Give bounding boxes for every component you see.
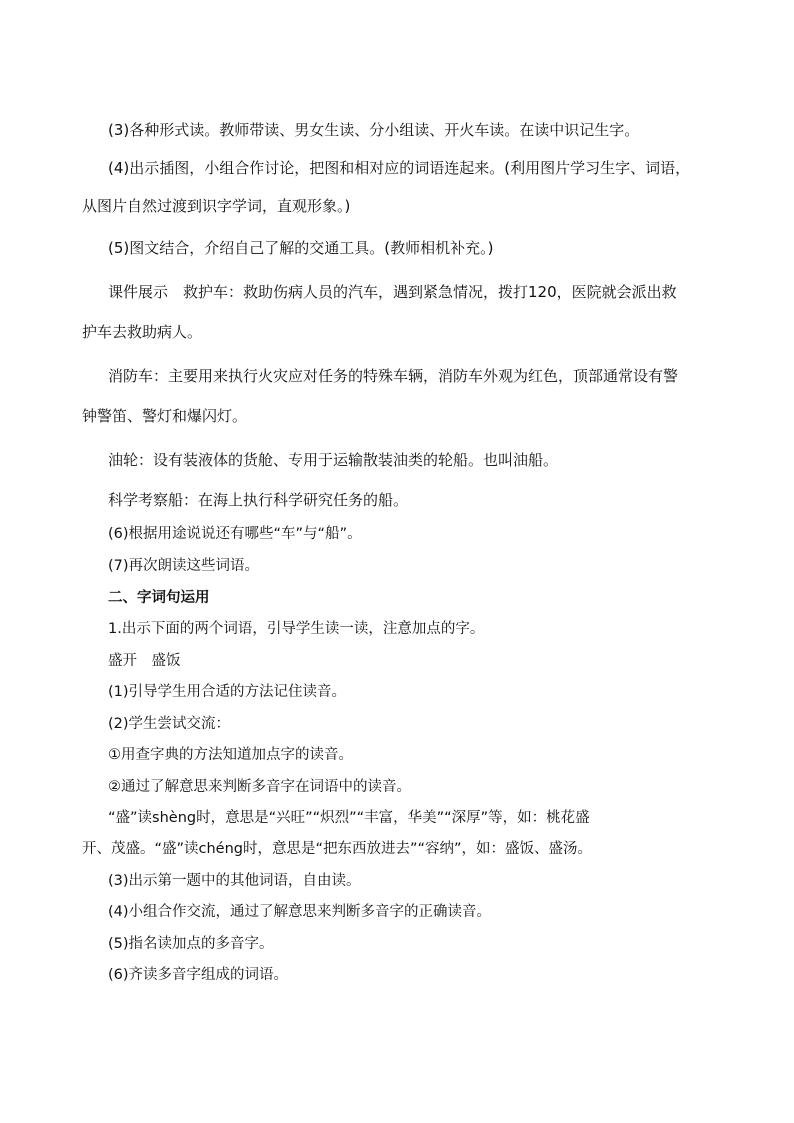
method-2-text: ②通过了解意思来判断多音字在词语中的读音。 bbox=[108, 779, 411, 795]
method-1-text: ①用查字典的方法知道加点字的读音。 bbox=[108, 747, 353, 763]
sub-step-2-text: (2)学生尝试交流： bbox=[108, 716, 231, 732]
fire-truck-line1: 消防车：主要用来执行火灾应对任务的特殊车辆，消防车外观为红色，顶部通常设有警 bbox=[108, 367, 679, 385]
step-7-text: (7)再次朗读这些词语。 bbox=[108, 558, 260, 574]
word-pair: 盛开 盛饭 bbox=[108, 653, 181, 669]
oil-tanker-text: 油轮：设有装液体的货舱、专用于运输散装油类的轮船。也叫油船。 bbox=[108, 451, 559, 469]
section-heading: 二、字词句运用 bbox=[108, 590, 210, 606]
pronunciation-note-line2: 开、茂盛。“盛”读chéng时，意思是“把东西放进去”“容纳”，如：盛饭、盛汤。 bbox=[82, 841, 593, 857]
task-1-text: 1.出示下面的两个词语，引导学生读一读，注意加点的字。 bbox=[108, 621, 485, 637]
step-6-text: (6)根据用途说说还有哪些“车”与“船”。 bbox=[108, 526, 362, 542]
step-4-text-line1: (4)出示插图，小组合作讨论，把图和相对应的词语连起来。(利用图片学习生字、词语， bbox=[108, 159, 691, 177]
courseware-ambulance-line1: 课件展示 救护车：救助伤病人员的汽车，遇到紧急情况，拨打120，医院就会派出救 bbox=[108, 283, 677, 301]
fire-truck-line2: 钟警笛、警灯和爆闪灯。 bbox=[82, 407, 248, 425]
step-4-text-line2: 从图片自然过渡到识字学词，直观形象。) bbox=[82, 197, 351, 215]
sub-step-1-text: (1)引导学生用合适的方法记住读音。 bbox=[108, 684, 347, 700]
pronunciation-note-line1: “盛”读shèng时，意思是“兴旺”“炽烈”“丰富，华美”“深厚”等，如：桃花盛 bbox=[108, 810, 590, 826]
step-3-text: (3)各种形式读。教师带读、男女生读、分小组读、开火车读。在读中识记生字。 bbox=[108, 121, 640, 139]
sub-step-3-text: (3)出示第一题中的其他词语，自由读。 bbox=[108, 873, 361, 889]
sub-step-4-text: (4)小组合作交流，通过了解意思来判断多音字的正确读音。 bbox=[108, 904, 492, 920]
courseware-ambulance-line2: 护车去救助病人。 bbox=[82, 323, 203, 341]
sub-step-6-text: (6)齐读多音字组成的词语。 bbox=[108, 967, 289, 983]
research-vessel-text: 科学考察船：在海上执行科学研究任务的船。 bbox=[108, 491, 409, 509]
step-5-text: (5)图文结合，介绍自己了解的交通工具。(教师相机补充。) bbox=[108, 239, 494, 257]
sub-step-5-text: (5)指名读加点的多音字。 bbox=[108, 936, 274, 952]
